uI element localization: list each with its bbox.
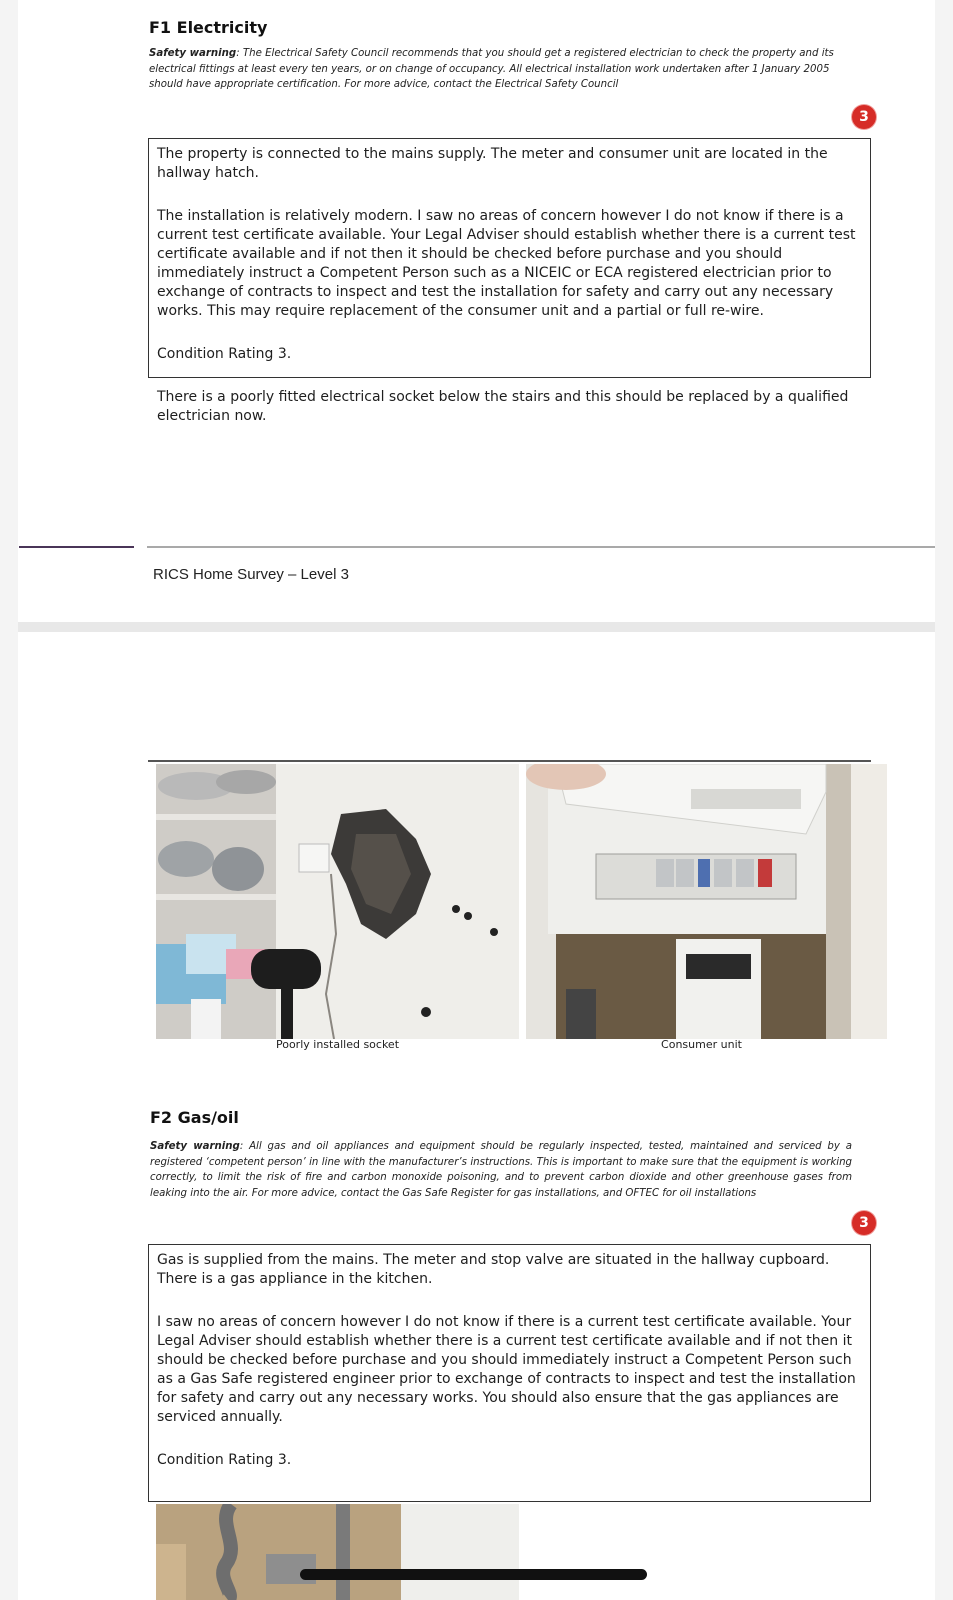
f1-paragraph-3: Condition Rating 3.	[157, 346, 292, 362]
page-margin-left	[0, 0, 18, 1600]
footer-title: RICS Home Survey – Level 3	[153, 566, 349, 583]
safety-warning-f1	[149, 46, 852, 93]
caption-socket: Poorly installed socket	[275, 1038, 400, 1051]
photo-top-rule	[148, 760, 871, 762]
page-margin-right	[935, 0, 953, 1600]
f2-paragraph-1: Gas is supplied from the mains. The meter and stop valve are situated in the hallway cupboard. There is a gas appliance in the kitchen.	[157, 1252, 830, 1287]
safety-warning-lead: Safety warning	[149, 48, 237, 59]
photo-gas-meter	[156, 1504, 519, 1600]
photo-poorly-installed-socket	[156, 764, 519, 1039]
gas-photo-illustration	[156, 1504, 519, 1600]
condition-rating-badge-f2: 3	[852, 1211, 876, 1235]
f1-description-box	[148, 138, 871, 424]
consumer-unit-photo-illustration	[526, 764, 887, 1039]
f2-description-box	[148, 1244, 871, 1502]
safety-warning-text: : All gas and oil appliances and equipment should be regularly inspected, tested, maintained and serviced by a registered ‘competent person’ in line with the manufacturer’s instructions. This is important to make sure that the equipment is working correctly, to limit the risk of fire and carbon monoxide poisoning, and to prevent carbon dioxide and other greenhouse gases from leaking into the air. For more advice, contact the Gas Safe Register for gas installations, and OFTEC for oil installations	[150, 1141, 852, 1199]
condition-rating-badge-f1: 3	[852, 105, 876, 129]
photo-consumer-unit	[526, 764, 887, 1039]
footer-accent-line	[19, 546, 134, 548]
caption-consumer-unit: Consumer unit	[661, 1038, 742, 1051]
safety-warning-f2	[150, 1139, 852, 1201]
f2-paragraph-3: Condition Rating 3.	[157, 1452, 292, 1468]
f1-paragraph-1: The property is connected to the mains supply. The meter and consumer unit are located in the hallway hatch.	[157, 146, 828, 181]
f2-paragraph-2: I saw no areas of concern however I do not know if there is a current test certificate available. Your Legal Adviser should establish whether there is a current test certificate available and if not then it should be checked before purchase and you should immediately instruct a Competent Person such as a Gas Safe registered engineer prior to exchange of contracts to inspect and test the installation for safety and carry out any necessary works. You should also ensure that the gas appliances are serviced annually.	[157, 1314, 856, 1425]
f1-paragraph-4: There is a poorly fitted electrical socket below the stairs and this should be replaced by a qualified electrician now.	[157, 389, 849, 424]
f1-paragraph-2: The installation is relatively modern. I saw no areas of concern however I do not know if there is a current test certificate available. Your Legal Adviser should establish whether there is a current test certificate available and if not then it should be checked before purchase and you should immediately instruct a Competent Person such as a NICEIC or ECA registered electrician prior to exchange of contracts to inspect and test the installation for safety and carry out any necessary works. This may require replacement of the consumer unit and a partial or full re-wire.	[157, 208, 856, 319]
safety-warning-text: : The Electrical Safety Council recommends that you should get a registered electrician to check the property and its electrical fittings at least every ten years, or on change of occupancy. All electrical installation work undertaken after 1 January 2005 should have appropriate certification. For more advice, contact the Electrical Safety Council	[149, 48, 834, 90]
section-title-f2: F2 Gas/oil	[150, 1108, 239, 1127]
page-separator	[18, 622, 935, 632]
section-title-f1: F1 Electricity	[149, 18, 268, 37]
footer-rule	[147, 546, 935, 548]
home-indicator-bar[interactable]	[300, 1569, 647, 1580]
safety-warning-lead: Safety warning	[150, 1141, 240, 1152]
socket-photo-illustration	[156, 764, 519, 1039]
